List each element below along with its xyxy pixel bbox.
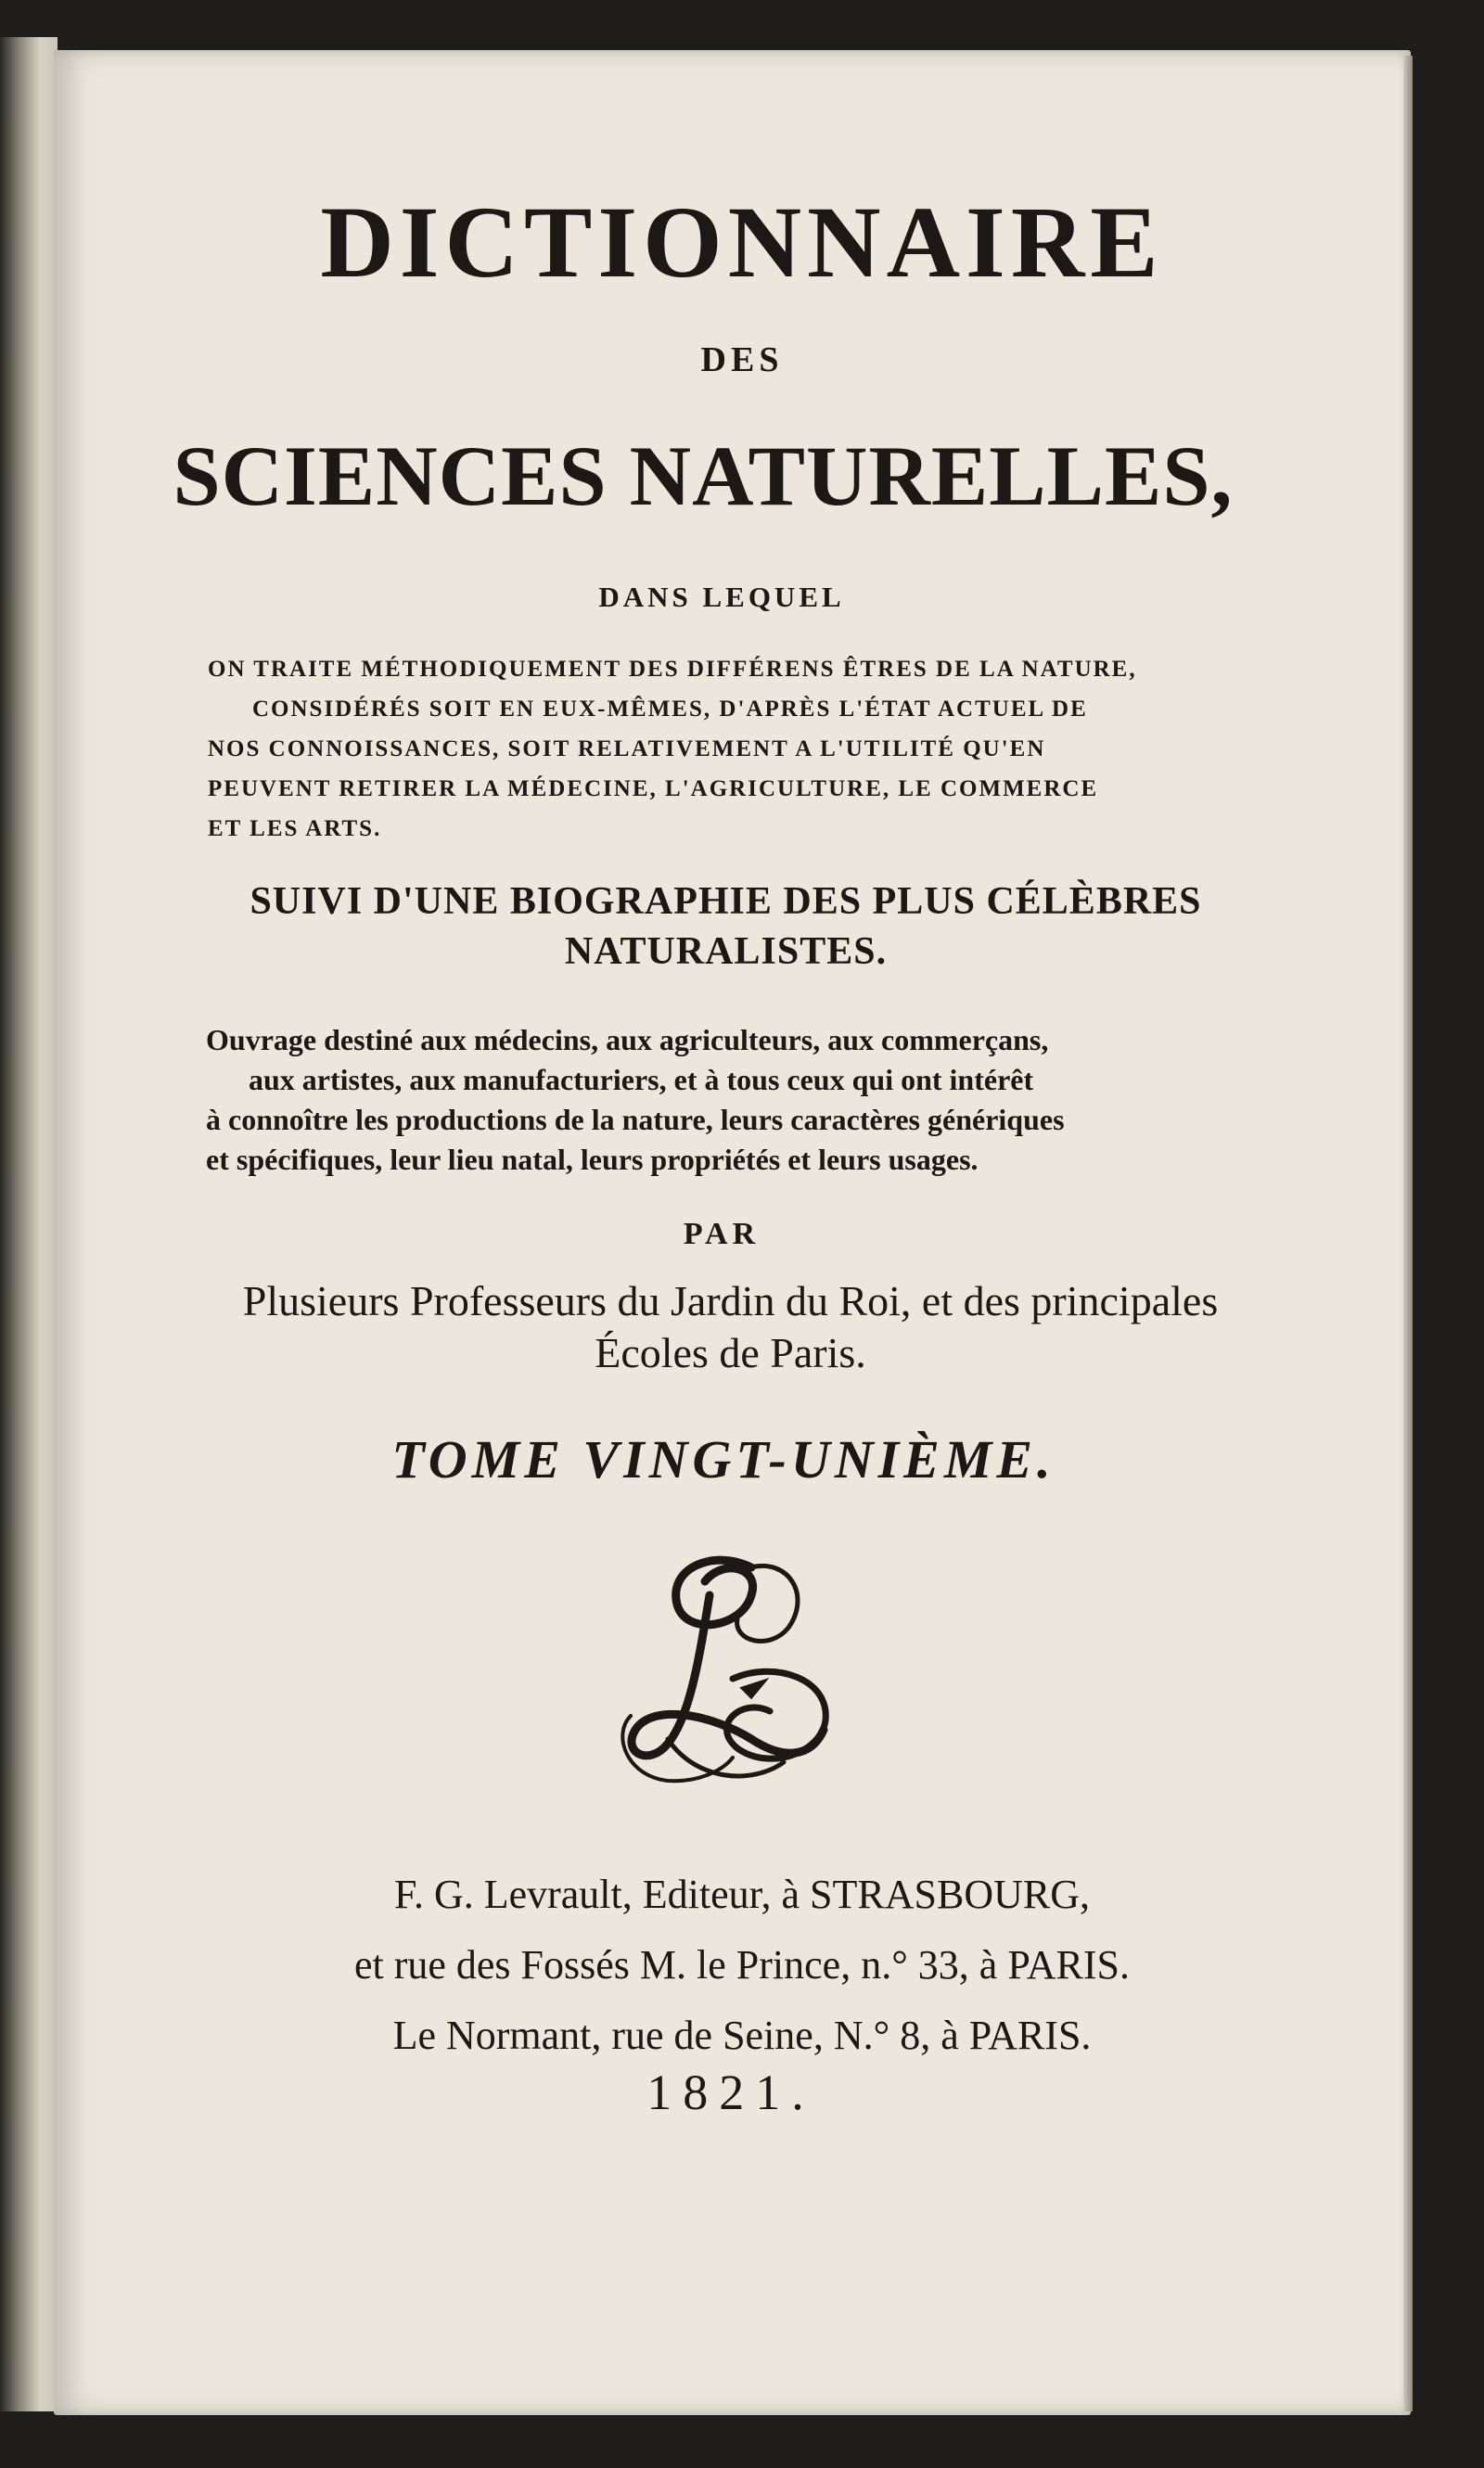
- volume-label: TOME VINGT-UNIÈME.: [391, 1429, 1055, 1490]
- audience-line: et spécifiques, leur lieu natal, leurs propriétés et leurs usages.: [206, 1143, 979, 1176]
- publisher-info: [223, 1860, 1261, 2071]
- audience-note: [206, 1020, 1245, 1180]
- biography-note: [209, 876, 1243, 977]
- publisher-line: Le Normant, rue de Seine, N.° 8, à PARIS.: [392, 2013, 1092, 2058]
- ornate-L-monogram-icon: [612, 1540, 853, 1818]
- authors: [209, 1275, 1252, 1379]
- biography-line: NATURALISTES.: [564, 930, 888, 973]
- audience-line: Ouvrage destiné aux médecins, aux agriculteurs, aux commerçans,: [206, 1023, 1049, 1056]
- description-line: ON TRAITE MÉTHODIQUEMENT DES DIFFÉRENS ÊTRES DE LA NATURE,: [208, 657, 1137, 682]
- authors-line: Plusieurs Professeurs du Jardin du Roi, et des principales: [242, 1277, 1219, 1324]
- description-line: CONSIDÉRÉS SOIT EN EUX-MÊMES, D'APRÈS L'ÉTAT ACTUEL DE: [252, 697, 1088, 722]
- audience-line: à connoître les productions de la nature, leurs caractères génériques: [206, 1103, 1065, 1136]
- title-subject: SCIENCES NATURELLES,: [173, 428, 1234, 523]
- description: [208, 649, 1243, 849]
- publisher-line: et rue des Fossés M. le Prince, n.° 33, à PARIS.: [353, 1942, 1131, 1988]
- publisher-line: F. G. Levrault, Editeur, à STRASBOURG,: [394, 1872, 1090, 1917]
- title-des: DES: [700, 340, 784, 379]
- audience-line: aux artistes, aux manufacturiers, et à tous ceux qui ont intérêt: [249, 1063, 1034, 1096]
- authors-line: Écoles de Paris.: [595, 1329, 866, 1376]
- description-line: NOS CONNOISSANCES, SOIT RELATIVEMENT A L'UTILITÉ QU'EN: [208, 736, 1046, 761]
- description-line: PEUVENT RETIRER LA MÉDECINE, L'AGRICULTURE, LE COMMERCE: [208, 776, 1099, 801]
- title-main: DICTIONNAIRE: [320, 185, 1164, 299]
- description-line: ET LES ARTS.: [208, 816, 382, 841]
- dans-lequel: DANS LEQUEL: [598, 581, 845, 613]
- biography-line: SUIVI D'UNE BIOGRAPHIE DES PLUS CÉLÈBRES: [249, 880, 1202, 923]
- publication-year: 1821.: [646, 2065, 815, 2120]
- par-label: PAR: [683, 1217, 761, 1251]
